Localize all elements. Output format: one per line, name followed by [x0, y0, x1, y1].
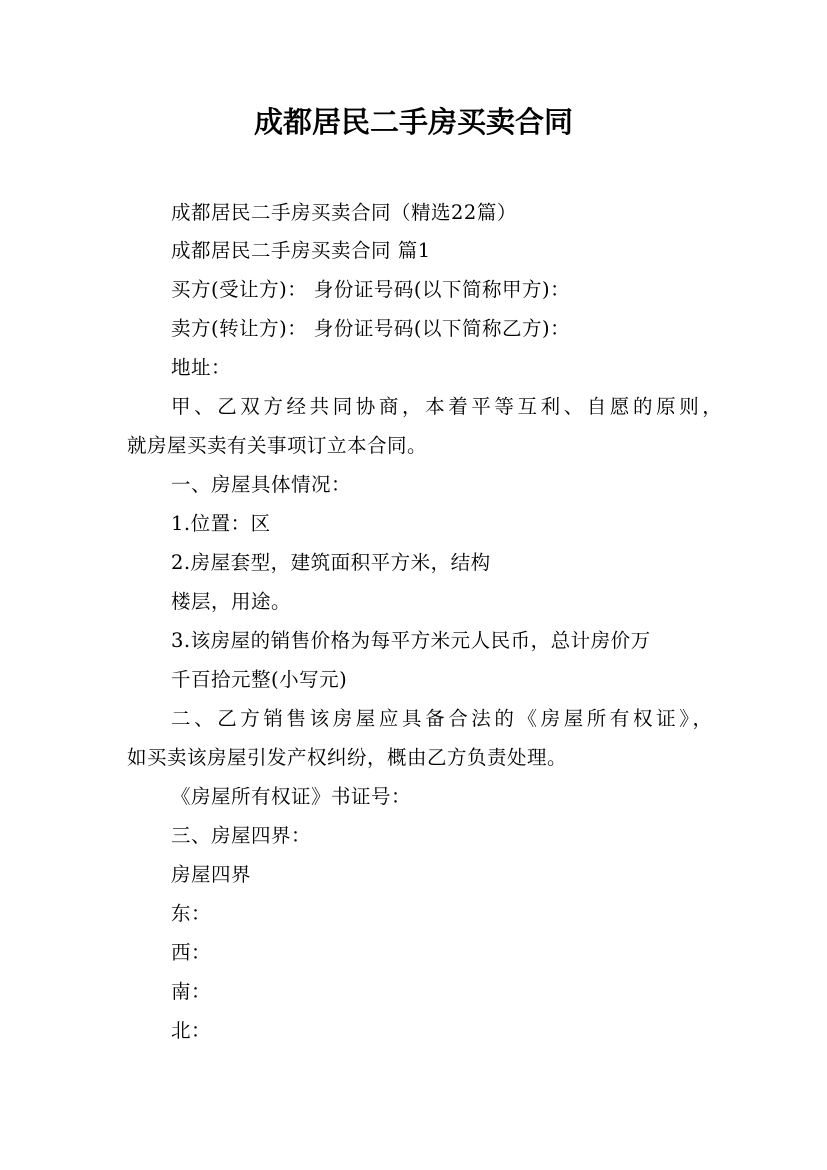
paragraph-price-line1: 3.该房屋的销售价格为每平方米元人民币，总计房价万 [171, 629, 651, 652]
paragraph-subtitle: 成都居民二手房买卖合同（精选22篇） [171, 201, 517, 224]
paragraph-buyer: 买方(受让方)： 身份证号码(以下简称甲方)： [171, 278, 571, 301]
paragraph-address: 地址： [171, 356, 232, 379]
paragraph-preamble-line2: 就房屋买卖有关事项订立本合同。 [127, 434, 428, 457]
paragraph-west: 西： [171, 941, 212, 964]
paragraph-preamble-line1: 甲、乙双方经共同协商，本着平等互利、自愿的原则， [171, 395, 726, 418]
paragraph-floor-usage: 楼层，用途。 [171, 590, 292, 613]
paragraph-house-type: 2.房屋套型，建筑面积平方米，结构 [171, 551, 491, 574]
paragraph-certificate-number: 《房屋所有权证》书证号： [171, 785, 412, 808]
paragraph-clause-1-heading: 一、房屋具体情况： [171, 473, 352, 496]
paragraph-south: 南： [171, 980, 212, 1003]
paragraph-price-line2: 千百拾元整(小写元) [171, 668, 348, 691]
paragraph-east: 东： [171, 902, 212, 925]
paragraph-boundaries: 房屋四界 [171, 863, 252, 886]
paragraph-section-heading: 成都居民二手房买卖合同 篇1 [171, 239, 431, 262]
document-title: 成都居民二手房买卖合同 [253, 105, 573, 139]
paragraph-seller: 卖方(转让方)： 身份证号码(以下简称乙方)： [171, 317, 571, 340]
paragraph-location: 1.位置：区 [171, 512, 271, 535]
paragraph-clause-2-line2: 如买卖该房屋引发产权纠纷，概由乙方负责处理。 [127, 746, 568, 769]
paragraph-north: 北： [171, 1019, 212, 1042]
paragraph-clause-2-line1: 二、乙方销售该房屋应具备合法的《房屋所有权证》， [171, 707, 716, 730]
paragraph-clause-3-heading: 三、房屋四界： [171, 824, 312, 847]
